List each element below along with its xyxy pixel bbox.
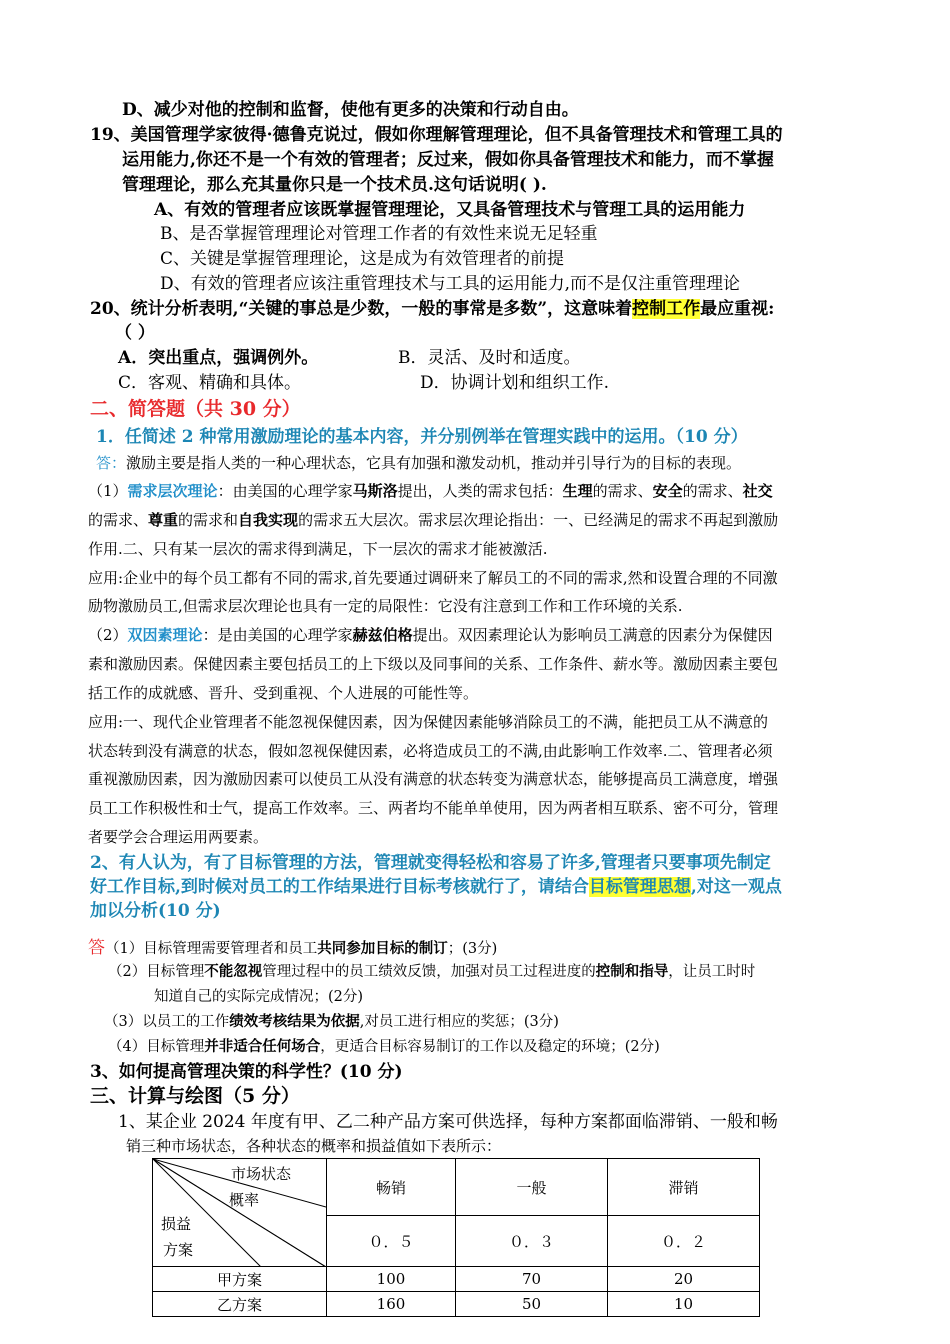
q19-stem-line3: 管理理论，那么充其量你只是一个技术员.这句话说明( ).	[122, 175, 547, 195]
s2q1-p1-name: 需求层次理论	[127, 482, 218, 500]
corner-label-market: 市场状态	[231, 1165, 292, 1183]
s2q1-app2-line4: 员工工作积极性和士气，提高工作效率。三、两者均不能单单使用，因为两者相互联系、密不可分，管理	[88, 799, 779, 817]
s2q1-app2-line3: 重视激励因素，因为激励因素可以使员工从没有满意的状态转变为满意状态，能够提高员工满意度，增强	[88, 770, 779, 788]
s2q2-answer-2	[108, 963, 755, 981]
profit-table	[152, 1158, 760, 1317]
s2q2-a4-text-c: ，更适合目标容易制订的工作以及稳定的环境；(2分)	[320, 1039, 660, 1055]
q20-option-c: C．客观、精确和具体。	[118, 373, 302, 393]
s2q2-a3-bold: 绩效考核结果为依据	[229, 1013, 360, 1030]
table-row	[153, 1292, 760, 1317]
value-cell-0-1: 70	[456, 1267, 608, 1292]
s2q1-p1-need5: 自我实现	[238, 511, 299, 529]
s2q2-title-line2	[90, 877, 782, 898]
s2q1-answer-label: 答：	[96, 454, 127, 472]
s2q1-p2-name: 双因素理论	[127, 626, 203, 644]
s2q1-p2-line3: 括工作的成就感、晋升、受到重视、个人进展的可能性等。	[88, 684, 479, 702]
s2q2-a1-text-c: ；(3分)	[447, 941, 498, 957]
value-cell-1-0: 160	[327, 1292, 456, 1317]
plan-cell-1: 乙方案	[153, 1292, 327, 1317]
q20-stem-line2: （ ）	[115, 323, 155, 343]
q19-option-c: C、关键是掌握管理理论，这是成为有效管理者的前提	[160, 249, 565, 269]
s2q2-a3-text-c: ,对员工进行相应的奖惩；(3分)	[359, 1014, 559, 1030]
s2q1-p1-line2-c: 的需求五大层次。需求层次理论指出：一、已经满足的需求不再起到激励	[298, 511, 779, 529]
s2q1-p1-person: 马斯洛	[352, 482, 398, 500]
s2q1-answer-intro	[96, 454, 741, 473]
s2q2-a4-text-a: （4）目标管理	[108, 1039, 205, 1055]
q19-option-b: B、是否掌握管理理论对管理工作者的有效性来说无足轻重	[160, 224, 598, 244]
s2q2-title-line1: 2、有人认为，有了目标管理的方法，管理就变得轻松和容易了许多,管理者只要事项先制定	[90, 853, 771, 873]
s2q2-a2-text-e: ，让员工时时	[668, 964, 756, 980]
corner-label-plan: 方案	[163, 1241, 194, 1259]
s2q1-p1-need2: 安全	[652, 482, 683, 500]
s2q1-app2-line5: 者要学会合理运用两要素。	[88, 828, 269, 846]
s2q1-p1-line3: 作用.二、只有某一层次的需求得到满足，下一层次的需求才能被激活.	[88, 540, 548, 558]
s2q2-answer-2-line2: 知道自己的实际完成情况；(2分)	[154, 989, 364, 1005]
corner-label-prob: 概率	[229, 1191, 260, 1209]
s2q1-p2-line1	[88, 626, 773, 645]
s2q1-p1-text-a: ：由美国的心理学家	[217, 482, 353, 500]
q20-stem-text-a: 20、统计分析表明,“关键的事总是少数，一般的事常是多数”，这意味着	[90, 299, 633, 319]
s2q2-answer-4	[108, 1038, 660, 1056]
value-cell-1-1: 50	[456, 1292, 608, 1317]
s2q1-p1-line1	[88, 482, 773, 501]
q19-option-d: D、有效的管理者应该注重管理技术与工具的运用能力,而不是仅注重管理理论	[160, 274, 741, 294]
s2q1-p1-line2-b: 的需求和	[178, 511, 239, 529]
s2q1-p2-num: （2）	[88, 626, 128, 644]
s2q2-answer-1	[88, 938, 497, 959]
table-row	[153, 1267, 760, 1292]
s2q1-app2-line2: 状态转到没有满意的状态，假如忽视保健因素，必将造成员工的不满,由此影响工作效率.二、管理者必须	[88, 742, 773, 760]
s2q2-highlight: 目标管理思想	[588, 877, 691, 897]
q19-stem-line2: 运用能力,你还不是一个有效的管理者；反过来，假如你具备管理技术和能力，而不掌握	[122, 150, 774, 170]
s2q1-app2-line1: 应用:一、现代企业管理者不能忽视保健因素，因为保健因素能够消除员工的不满，能把员工从不满意的	[88, 713, 769, 731]
s2q1-p1-line2-a: 的需求、	[88, 511, 149, 529]
s2q1-p2-text-b: 提出。双因素理论认为影响员工满意的因素分为保健因	[412, 626, 773, 644]
s2q1-p1-text-c: 的需求、	[592, 482, 653, 500]
plan-cell-0: 甲方案	[153, 1267, 327, 1292]
s2q2-a2-text-c: 管理过程中的员工绩效反馈，加强对员工过程进度的	[262, 964, 596, 980]
s2q2-title-line3: 加以分析(10 分)	[90, 901, 221, 921]
s2q2-a2-bold1: 不能忽视	[204, 963, 263, 980]
s2q1-p1-need3: 社交	[742, 482, 773, 500]
table-corner-cell	[153, 1159, 327, 1267]
s2q1-p2-person: 赫兹伯格	[352, 626, 413, 644]
prob-cell-0: ０．５	[327, 1216, 456, 1267]
s2q2-a2-text-a: （2）目标管理	[108, 964, 205, 980]
s3q1-line1: 1、某企业 2024 年度有甲、乙二种产品方案可供选择，每种方案都面临滞销、一般和畅	[118, 1112, 778, 1132]
header-cell-1: 一般	[456, 1159, 608, 1216]
q19-stem-line1: 19、美国管理学家彼得·德鲁克说过，假如你理解管理理论，但不具备管理技术和管理工具的	[90, 125, 783, 145]
s2q3-title: 3、如何提高管理决策的科学性？(10 分)	[90, 1062, 403, 1082]
section3-title: 三、计算与绘图（5 分）	[90, 1085, 300, 1107]
s2q2-a3-text-a: （3）以员工的工作	[104, 1014, 230, 1030]
prob-cell-1: ０．３	[456, 1216, 608, 1267]
value-cell-1-2: 10	[608, 1292, 760, 1317]
s2q1-title: 1．任简述 2 种常用激励理论的基本内容，并分别例举在管理实践中的运用。（10 分）	[96, 427, 748, 447]
value-cell-0-0: 100	[327, 1267, 456, 1292]
prob-cell-2: ０．２	[608, 1216, 760, 1267]
section2-title: 二、简答题（共 30 分）	[90, 398, 301, 420]
q19-option-a: A、有效的管理者应该既掌握管理理论，又具备管理技术与管理工具的运用能力	[154, 200, 746, 220]
s2q2-title-text-b: ,对这一观点	[690, 877, 782, 897]
s2q1-app1-line2: 励物激励员工,但需求层次理论也具有一定的局限性：它没有注意到工作和工作环境的关系.	[88, 597, 683, 615]
s2q2-a1-bold: 共同参加目标的制订	[317, 940, 448, 957]
s2q1-p1-line2	[88, 511, 778, 530]
corner-label-profit: 损益	[161, 1215, 192, 1233]
s2q1-p2-line2: 素和激励因素。保健因素主要包括员工的上下级以及同事间的关系、工作条件、薪水等。激励因素主要包	[88, 655, 779, 673]
q18-option-d: D、减少对他的控制和监督，使他有更多的决策和行动自由。	[122, 100, 579, 120]
s2q1-p1-num: （1）	[88, 482, 128, 500]
q20-highlight: 控制工作	[632, 299, 701, 319]
s2q2-title-text-a: 好工作目标,到时候对员工的工作结果进行目标考核就行了，请结合	[90, 877, 589, 897]
s2q1-app1-line1: 应用:企业中的每个员工都有不同的需求,首先要通过调研来了解员工的不同的需求,然和设置合理的不同激	[88, 569, 778, 587]
s2q1-p2-text-a: ：是由美国的心理学家	[202, 626, 353, 644]
q20-option-b: B．灵活、及时和适度。	[398, 348, 581, 368]
s2q2-a2-bold2: 控制和指导	[595, 963, 669, 980]
q20-stem-text-b: 最应重视:	[700, 299, 775, 319]
s2q2-answer-3	[104, 1013, 559, 1031]
s2q1-p1-need4: 尊重	[148, 511, 179, 529]
header-cell-2: 滞销	[608, 1159, 760, 1216]
value-cell-0-2: 20	[608, 1267, 760, 1292]
q20-option-a: A．突出重点，强调例外。	[118, 348, 319, 368]
s3q1-line2: 销三种市场状态，各种状态的概率和损益值如下表所示：	[126, 1137, 502, 1155]
header-cell-0: 畅销	[327, 1159, 456, 1216]
s2q1-answer-intro-text: 激励主要是指人类的一种心理状态，它具有加强和激发动机，推动并引导行为的目标的表现。	[126, 454, 742, 472]
s2q2-a1-text-a: （1）目标管理需要管理者和员工	[105, 941, 318, 957]
s2q1-p1-text-b: 提出，人类的需求包括：	[397, 482, 563, 500]
s2q1-p1-text-d: 的需求、	[682, 482, 743, 500]
s2q1-p1-need1: 生理	[562, 482, 593, 500]
s2q2-answer-label: 答	[88, 938, 105, 958]
q20-option-d: D．协调计划和组织工作.	[420, 373, 610, 393]
q20-stem-line1	[90, 299, 774, 320]
s2q2-a4-bold: 并非适合任何场合	[204, 1038, 321, 1055]
